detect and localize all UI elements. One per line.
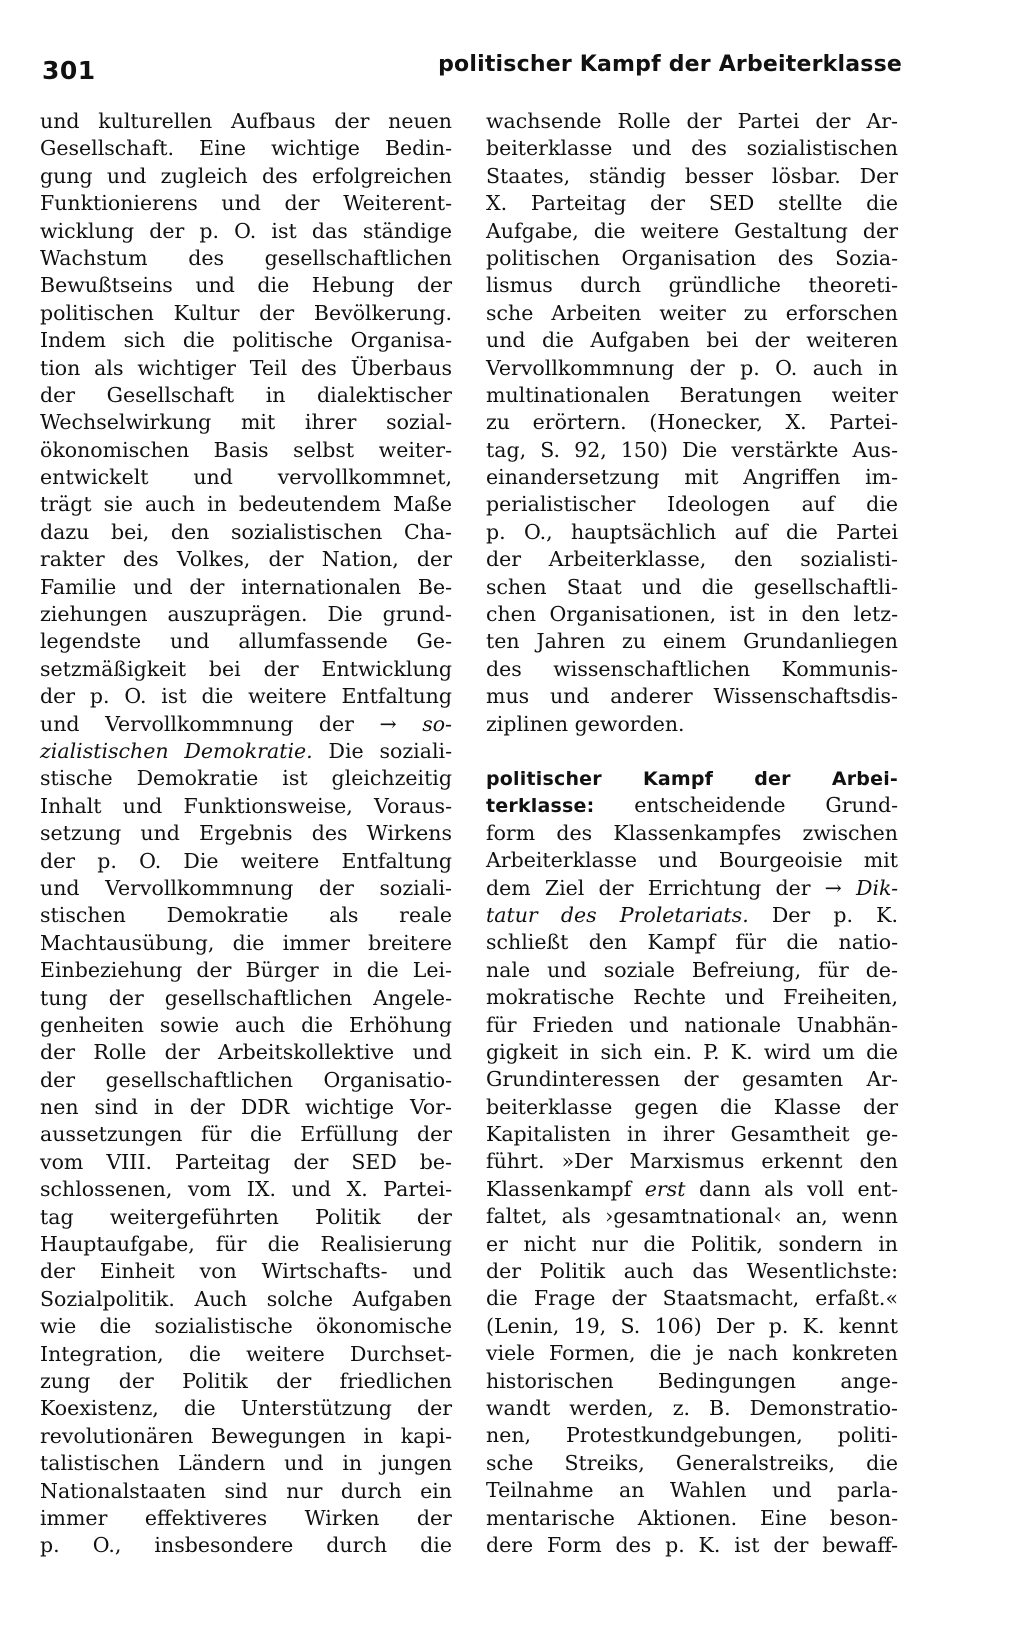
text-fragment: dann als voll ent- [685, 1176, 898, 1201]
text-line: Gesellschaft. Eine wichtige Bedin- [40, 136, 452, 161]
text-line: ziehungen auszuprägen. Die grund- [40, 602, 452, 627]
text-line: stischen Demokratie als reale [40, 903, 452, 928]
text-line: Funktionierens und der Weiterent- [40, 191, 452, 216]
text-line: Bewußtseins und die Hebung der [40, 273, 452, 298]
text-line: politischen Kultur der Bevölkerung. [40, 300, 452, 325]
text-fragment: und Vervollkommnung der [40, 711, 380, 736]
text-line: aussetzungen für die Erfüllung der [40, 1122, 452, 1147]
text-fragment: dem Ziel der Errichtung der [486, 875, 825, 900]
text-line: faltet, als ›gesamtnational‹ an, wenn [486, 1204, 898, 1229]
text-line: Staates, ständig besser lösbar. Der [486, 163, 898, 188]
text-line: Indem sich die politische Organisa- [40, 328, 452, 353]
text-line: dazu bei, den sozialistischen Cha- [40, 519, 452, 544]
text-line: vom VIII. Parteitag der SED be- [40, 1149, 452, 1174]
text-line: Koexistenz, die Unterstützung der [40, 1396, 452, 1421]
text-line: ten Jahren zu einem Grundanliegen [486, 629, 898, 654]
text-line: führt. »Der Marxismus erkennt den [486, 1149, 898, 1174]
text-line: Teilnahme an Wahlen und parla- [486, 1478, 898, 1503]
text-line: viele Formen, die je nach konkreten [486, 1341, 898, 1366]
text-line: form des Klassenkampfes zwischen [486, 820, 898, 845]
text-line: Wachstum des gesellschaftlichen [40, 245, 452, 270]
text-line: historischen Bedingungen ange- [486, 1368, 898, 1393]
text-line: ökonomischen Basis selbst weiter- [40, 437, 452, 462]
text-line: tion als wichtiger Teil des Überbaus [40, 355, 452, 380]
text-line-with-reference [486, 875, 898, 902]
text-line: Hauptaufgabe, für die Realisierung [40, 1232, 452, 1257]
entry-headword: politischer Kampf der Arbei- [486, 767, 898, 790]
text-line: Arbeiterklasse und Bourgeoisie mit [486, 848, 898, 873]
text-fragment: Klassenkampf [486, 1176, 645, 1201]
text-line: schließt den Kampf für die natio- [486, 930, 898, 955]
text-line: zu erörtern. (Honecker, X. Partei- [486, 410, 898, 435]
text-line: nen, Protestkundgebungen, politi- [486, 1423, 898, 1448]
text-line: der Rolle der Arbeitskollektive und [40, 1040, 452, 1065]
text-line: schlossenen, vom IX. und X. Partei- [40, 1177, 452, 1202]
text-line: talistischen Ländern und in jungen [40, 1451, 452, 1476]
text-line-with-reference [486, 902, 898, 929]
text-line-with-emphasis [486, 1176, 898, 1203]
text-line: beiterklasse gegen die Klasse der [486, 1094, 898, 1119]
text-line: und die Aufgaben bei der weiteren [486, 328, 898, 353]
text-line: und kulturellen Aufbaus der neuen [40, 109, 452, 133]
emphasized-word: erst [644, 1176, 686, 1201]
dictionary-entry [486, 765, 898, 1559]
text-line: einandersetzung mit Angriffen im- [486, 465, 898, 490]
cross-reference-link[interactable]: tatur des Proletariats. [486, 902, 749, 927]
text-line: ziplinen geworden. [486, 711, 685, 736]
text-line: X. Parteitag der SED stellte die [486, 191, 898, 216]
text-line: gigkeit in sich ein. P. K. wird um die [486, 1039, 898, 1064]
text-line: setzmäßigkeit bei der Entwicklung [40, 656, 452, 681]
running-head: politischer Kampf der Arbeiterklasse [438, 52, 902, 77]
text-line: wicklung der p. O. ist das ständige [40, 218, 452, 243]
text-line-with-reference [40, 711, 452, 738]
text-line: immer effektiveres Wirken der [40, 1505, 452, 1530]
text-line: multinationalen Beratungen weiter [486, 382, 898, 407]
entry-spacer [486, 738, 898, 765]
text-line: Einbeziehung der Bürger in die Lei- [40, 958, 452, 983]
text-line: sche Arbeiten weiter zu erforschen [486, 300, 898, 325]
text-line: chen Organisationen, ist in den letz- [486, 602, 898, 627]
text-line: der Politik auch das Wesentlichste: [486, 1259, 898, 1284]
text-line: des wissenschaftlichen Kommunis- [486, 656, 898, 681]
entry-headword: terklasse: [486, 795, 595, 818]
text-line: zung der Politik der friedlichen [40, 1368, 452, 1393]
text-line: Grundinteressen der gesamten Ar- [486, 1067, 898, 1092]
text-line: Aufgabe, die weitere Gestaltung der [486, 218, 898, 243]
text-line: beiterklasse und des sozialistischen [486, 136, 898, 161]
text-line: der p. O. ist die weitere Entfaltung [40, 684, 452, 709]
text-line: der Gesellschaft in dialektischer [40, 382, 452, 407]
text-line-with-reference [40, 738, 452, 765]
text-line: lismus durch gründliche theoreti- [486, 273, 898, 298]
text-line: wandt werden, z. B. Demonstratio- [486, 1395, 898, 1420]
see-reference-arrow: → [824, 875, 842, 900]
text-fragment: Der p. K. [748, 902, 898, 927]
text-line: wie die sozialistische ökonomische [40, 1314, 452, 1339]
text-line: der Einheit von Wirtschafts- und [40, 1259, 452, 1284]
text-line: setzung und Ergebnis des Wirkens [40, 821, 452, 846]
text-line: für Frieden und nationale Unabhän- [486, 1012, 898, 1037]
text-line: (Lenin, 19, S. 106) Der p. K. kennt [486, 1313, 898, 1338]
text-line: legendste und allumfassende Ge- [40, 629, 452, 654]
cross-reference-link[interactable]: so- [396, 711, 452, 736]
text-line: tag, S. 92, 150) Die verstärkte Aus- [486, 437, 898, 462]
text-line: wachsende Rolle der Partei der Ar- [486, 109, 898, 133]
text-line: rakter des Volkes, der Nation, der [40, 547, 452, 572]
right-column [486, 108, 898, 1559]
text-line: mentarische Aktionen. Eine beson- [486, 1505, 898, 1530]
cross-reference-link[interactable]: zialistischen Demokratie. [40, 738, 313, 763]
text-line: gung und zugleich des erfolgreichen [40, 163, 452, 188]
text-line: Kapitalisten in ihrer Gesamtheit ge- [486, 1122, 898, 1147]
cross-reference-link[interactable]: Dik- [841, 875, 898, 900]
text-fragment: Die soziali- [312, 738, 453, 763]
text-line: tung der gesellschaftlichen Angele- [40, 985, 452, 1010]
text-line: p. O., hauptsächlich auf die Partei [486, 519, 898, 544]
text-line: genheiten sowie auch die Erhöhung [40, 1012, 452, 1037]
text-line-with-headword [486, 792, 898, 819]
text-line: Machtausübung, die immer breitere [40, 930, 452, 955]
text-line: der Arbeiterklasse, den sozialisti- [486, 547, 898, 572]
text-line: und Vervollkommnung der soziali- [40, 875, 452, 900]
text-line: stische Demokratie ist gleichzeitig [40, 766, 452, 791]
text-line: Vervollkommnung der p. O. auch in [486, 355, 898, 380]
text-line: nale und soziale Befreiung, für de- [486, 957, 898, 982]
text-line: p. O., insbesondere durch die [40, 1533, 452, 1558]
text-line: dere Form des p. K. ist der bewaff- [486, 1532, 898, 1557]
text-line: Wechselwirkung mit ihrer sozial- [40, 410, 452, 435]
text-line: perialistischer Ideologen auf die [486, 492, 898, 517]
entry-headword-line [486, 765, 898, 792]
text-line: schen Staat und die gesellschaftli- [486, 574, 898, 599]
text-line: Integration, die weitere Durchset- [40, 1341, 452, 1366]
left-column [40, 108, 452, 1560]
text-line: sche Streiks, Generalstreiks, die [486, 1450, 898, 1475]
text-line: politischen Organisation des Sozia- [486, 245, 898, 270]
see-reference-arrow: → [379, 711, 397, 736]
text-line: mus und anderer Wissenschaftsdis- [486, 684, 898, 709]
text-line: die Frage der Staatsmacht, erfaßt.« [486, 1286, 898, 1311]
text-line: trägt sie auch in bedeutendem Maße [40, 492, 452, 517]
text-line: nen sind in der DDR wichtige Vor- [40, 1095, 452, 1120]
page-number: 301 [42, 56, 96, 85]
text-line: der p. O. Die weitere Entfaltung [40, 848, 452, 873]
text-fragment: entscheidende Grund- [594, 793, 898, 818]
text-line: Familie und der internationalen Be- [40, 574, 452, 599]
text-line: tag weitergeführten Politik der [40, 1204, 452, 1229]
text-line: er nicht nur die Politik, sondern in [486, 1231, 898, 1256]
text-line: revolutionären Bewegungen in kapi- [40, 1423, 452, 1448]
text-line: entwickelt und vervollkommnet, [40, 465, 452, 490]
text-line: mokratische Rechte und Freiheiten, [486, 985, 898, 1010]
text-line: Inhalt und Funktionsweise, Voraus- [40, 793, 452, 818]
text-line: der gesellschaftlichen Organisatio- [40, 1067, 452, 1092]
text-line: Sozialpolitik. Auch solche Aufgaben [40, 1286, 452, 1311]
text-line: Nationalstaaten sind nur durch ein [40, 1478, 452, 1503]
